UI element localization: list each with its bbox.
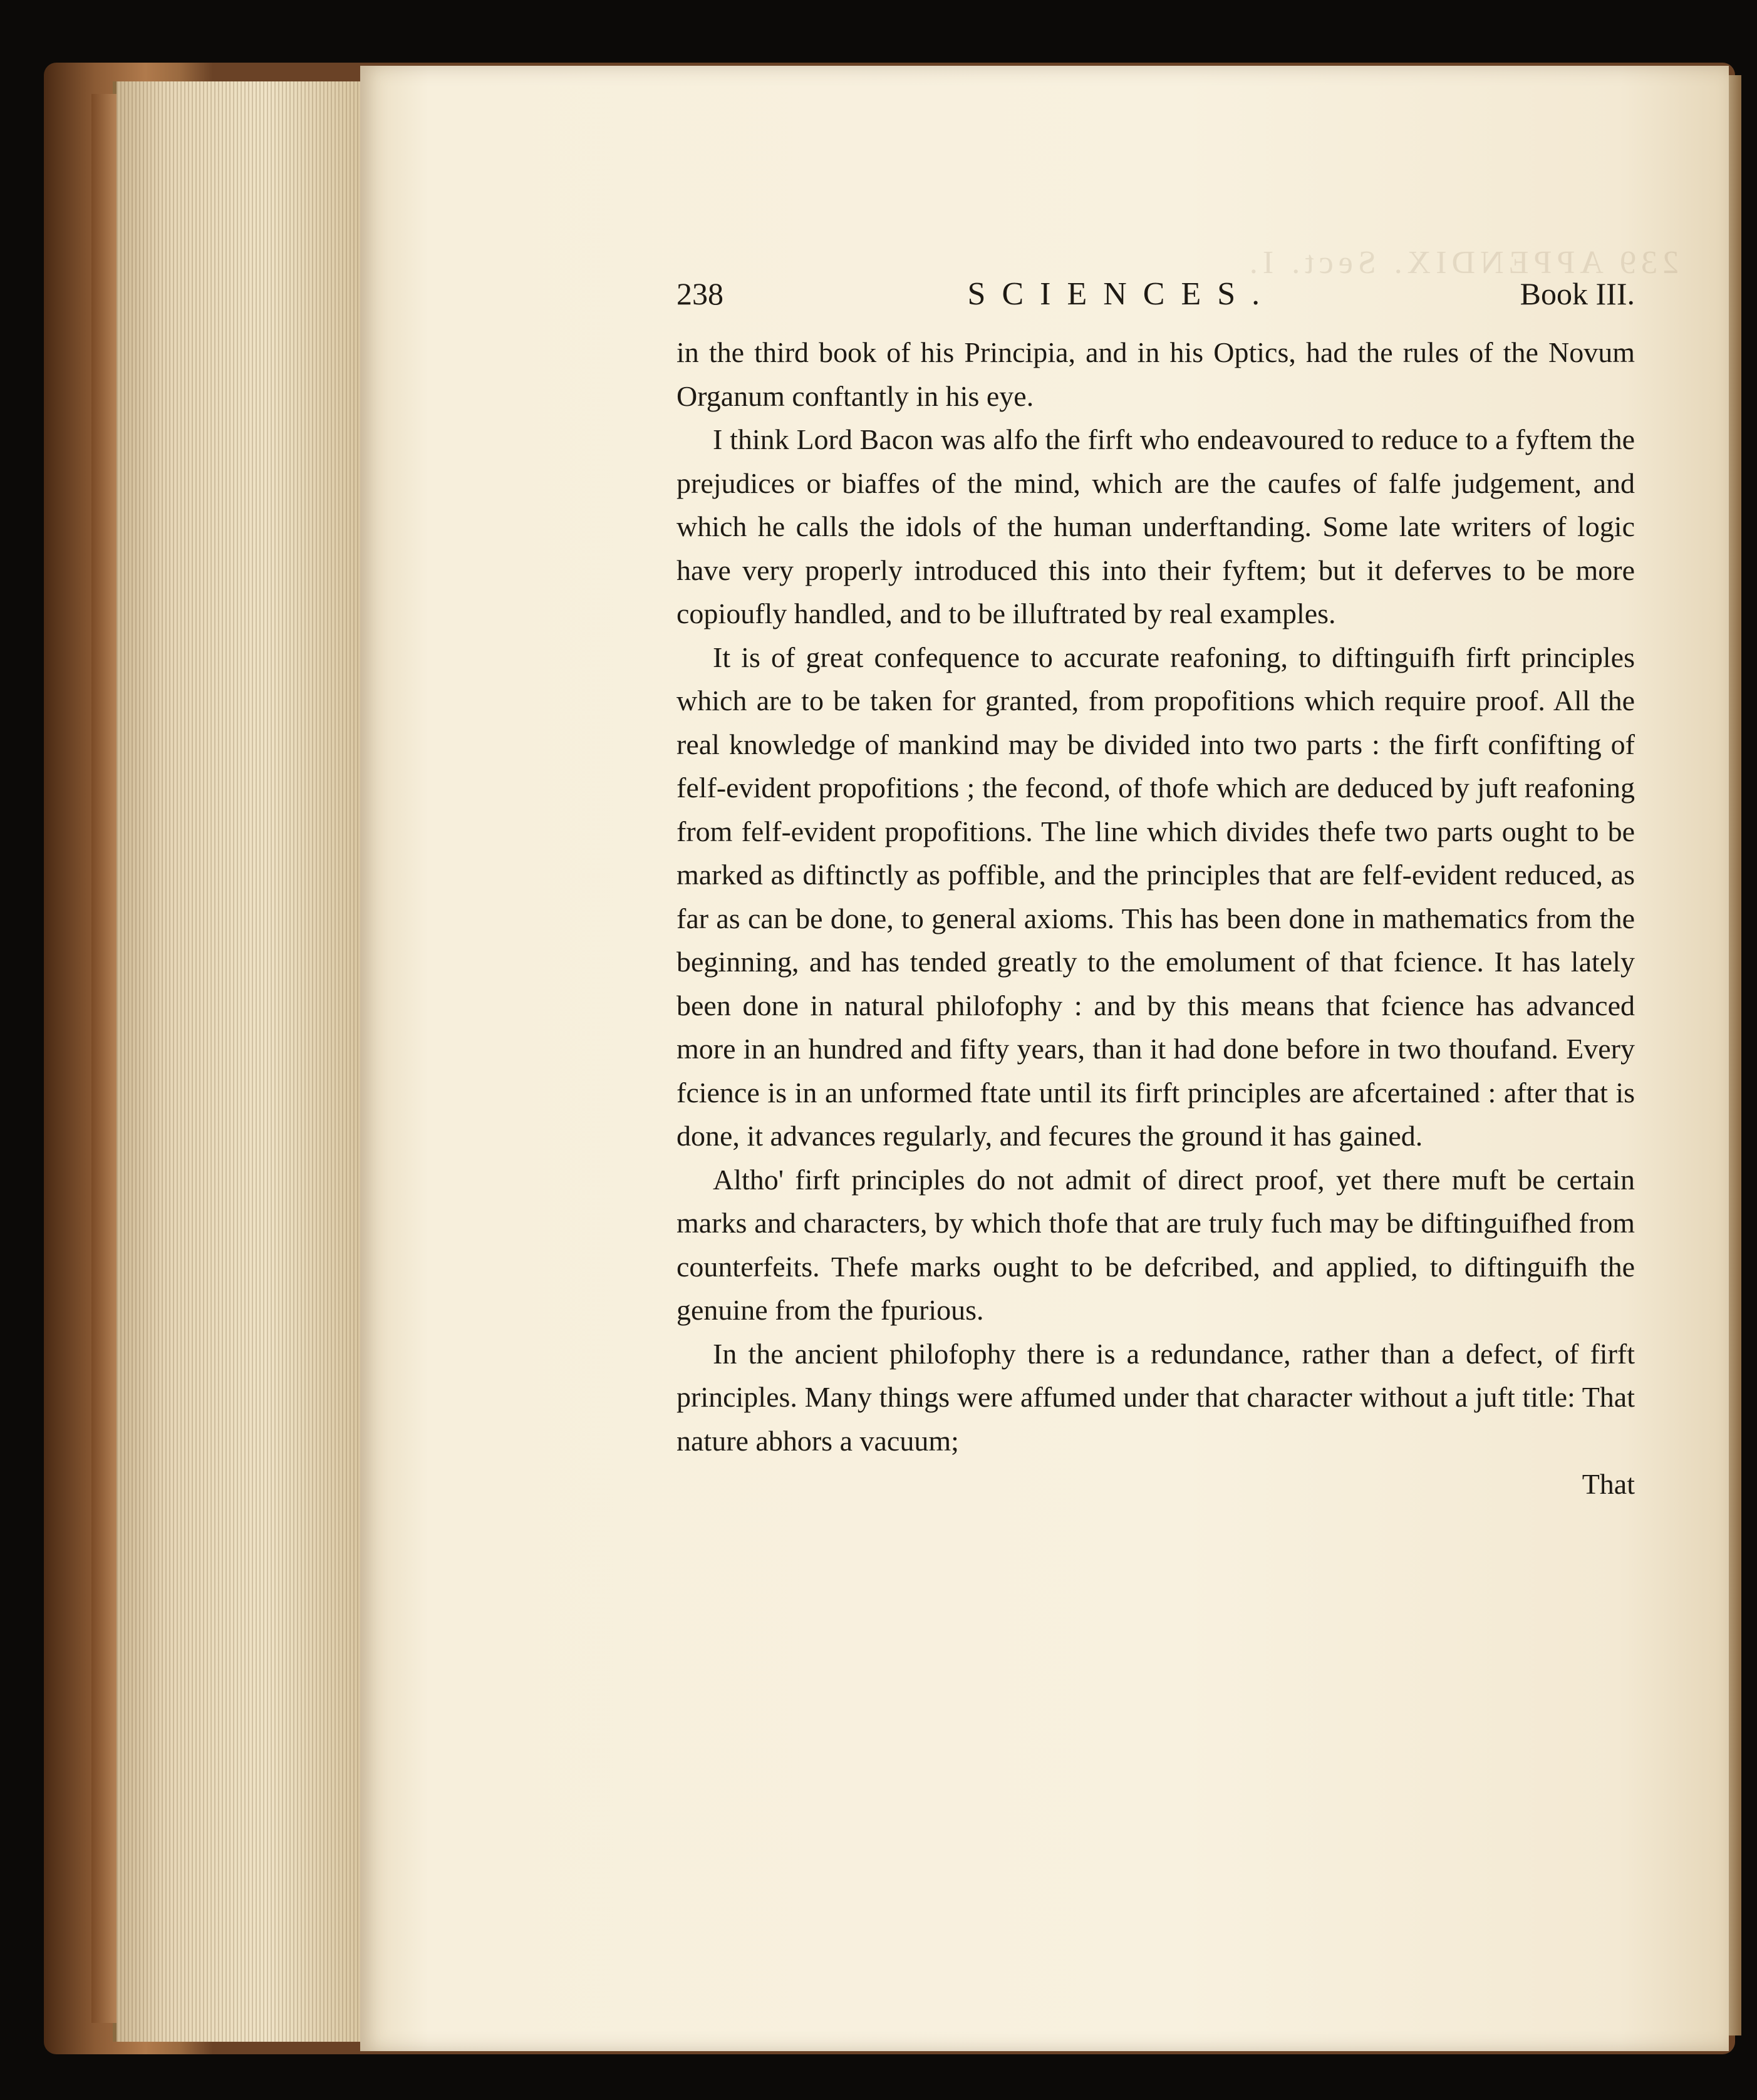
page-number: 238 bbox=[676, 276, 723, 311]
bleed-through-text: 239 APPENDIX. Sect. I. bbox=[1244, 245, 1679, 281]
paragraph-5: In the ancient philofophy there is a redundance, rather than a defect, of firft principles. Many things were affumed under that character without a juft title: That nature abhors a vacuum; bbox=[676, 1337, 1635, 1457]
paragraph-1: in the third book of his Principia, and in his Optics, had the rules of the Novum Organum conftantly in his eye. bbox=[676, 336, 1635, 412]
paragraph-4: Altho' firft principles do not admit of direct proof, yet there muft be certain marks and characters, by which thofe that are truly fuch may be diftinguifhed from counterfeits. Thefe marks ought to be defcribed, and applied, to diftinguifh the genuine from the fpurious. bbox=[676, 1163, 1635, 1326]
body-text bbox=[676, 331, 1635, 1462]
text-block bbox=[676, 276, 1635, 1506]
page-block-edges bbox=[113, 81, 367, 2042]
catchword: That bbox=[1582, 1468, 1635, 1500]
book-label: Book III. bbox=[1520, 276, 1635, 311]
running-head bbox=[676, 276, 1635, 319]
paragraph-3: It is of great confequence to accurate reafoning, to diftinguifh firft principles which are to be taken for granted, from propofitions which require proof. All the real knowledge of mankind may be divided into two parts : the firft confifting of felf-evident propofitions ; the fecond, of thofe which are deduced by juft reafoning from felf-evident propofitions. The line which divides thefe two parts ought to be marked as diftinctly as poffible, and the principles that are felf-evident reduced, as far as can be done, to general axioms. This has been done in mathematics from the beginning, and has tended greatly to the emolument of that fcience. It has lately been done in natural philofophy : and by this means that fcience has advanced more in an hundred and fifty years, than it had done before in two thoufand. Every fcience is in an unformed ftate until its firft principles are afcertained : after that is done, it advances regularly, and fecures the ground it has gained. bbox=[676, 641, 1635, 1152]
paragraph-2: I think Lord Bacon was alfo the firft who endeavoured to reduce to a fyftem the prejudices or biaffes of the mind, which are the caufes of falfe judgement, and which he calls the idols of the human underftanding. Some late writers of logic have very properly introduced this into their fyftem; but it deferves to be more copioufly handled, and to be illuftrated by real examples. bbox=[676, 423, 1635, 629]
page-title: SCIENCES. bbox=[967, 276, 1277, 312]
